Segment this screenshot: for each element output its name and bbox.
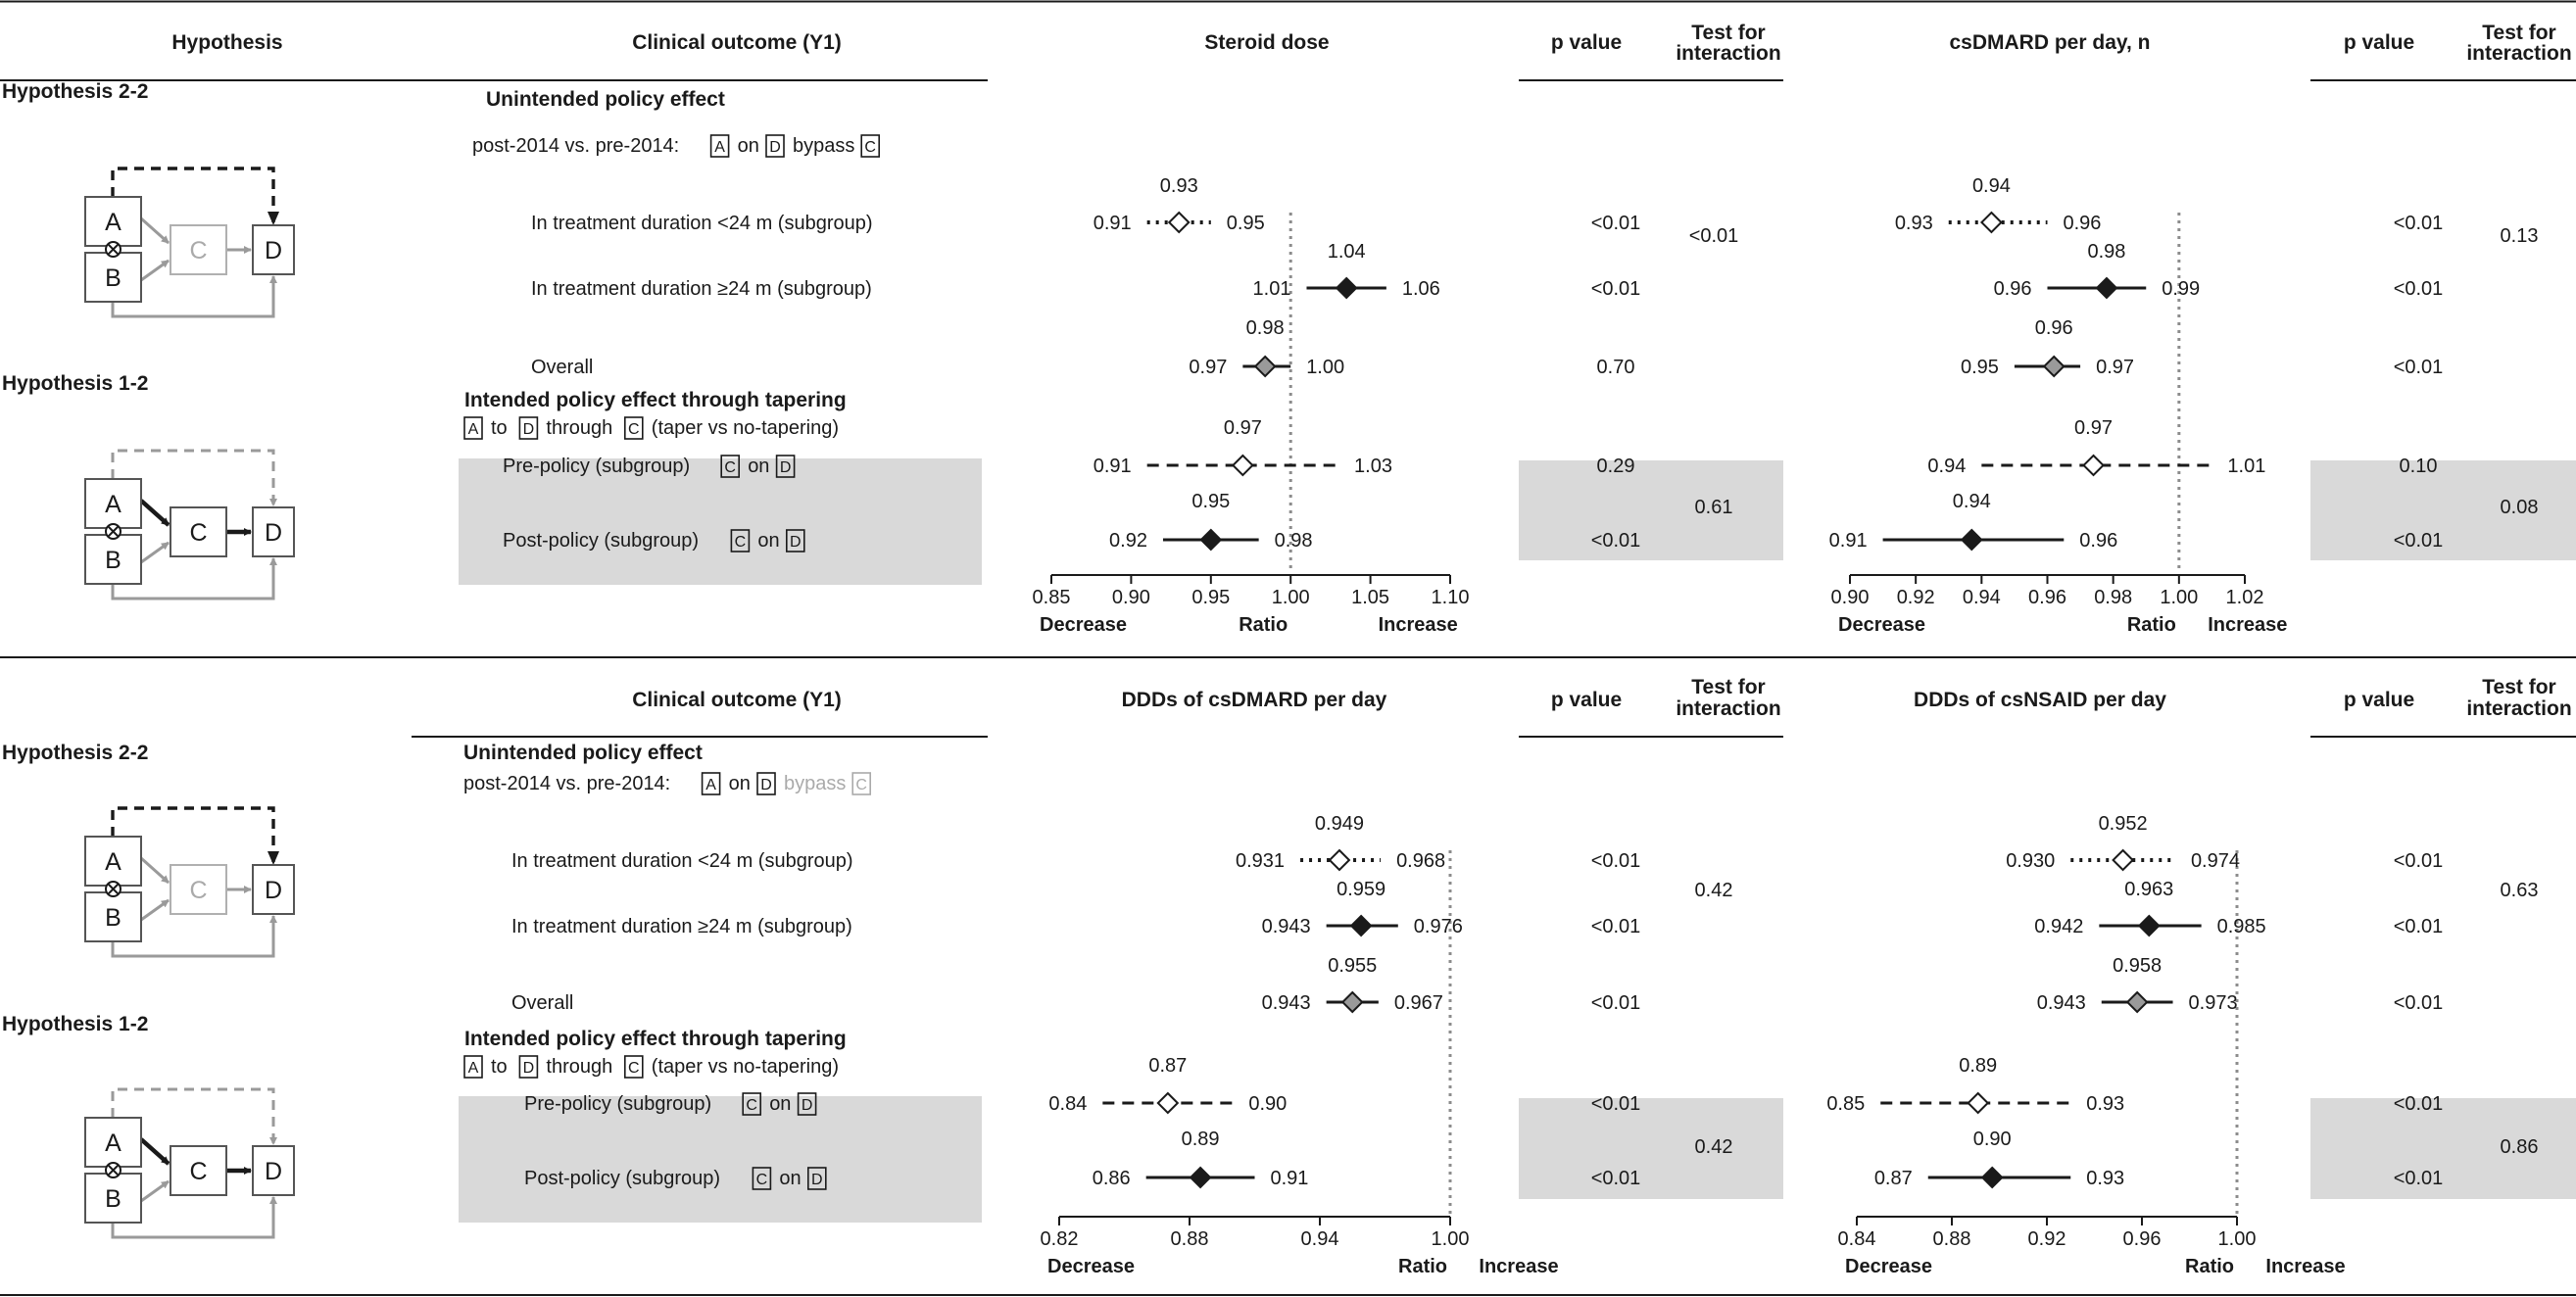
x-tick-label-0: 0.90 (1830, 587, 1870, 608)
row-label-pre-0-word-2: on (748, 456, 770, 477)
x-tick-label-1: 0.88 (1170, 1228, 1209, 1250)
ci-low-label-post: 0.92 (1109, 530, 1147, 552)
header-chart-title-1: Steroid dose (1204, 31, 1330, 54)
x-tick-label-1: 0.92 (1896, 587, 1935, 608)
diagram-arrow-b-c (141, 543, 169, 562)
p-value-1-ge24: <0.01 (2393, 278, 2444, 300)
diagram-node-label-D: D (264, 1158, 283, 1185)
estimate-label-lt24: 0.952 (2098, 813, 2148, 835)
intended-desc-0-box-2 (519, 417, 537, 439)
ci-low-label-ge24: 0.943 (1261, 916, 1311, 937)
ci-high-label-post: 0.93 (2086, 1168, 2125, 1189)
ci-low-label-pre: 0.84 (1048, 1093, 1088, 1115)
ci-low-label-pre: 0.91 (1093, 456, 1132, 477)
p-value-0-post: <0.01 (1590, 530, 1641, 552)
ci-high-label-ge24: 1.06 (1401, 278, 1440, 300)
point-estimate-ge24 (2097, 278, 2116, 298)
x-tick-label-4: 1.00 (2217, 1228, 2257, 1250)
estimate-label-pre: 0.89 (1959, 1055, 1998, 1077)
axis-word-decrease: Decrease (1845, 1256, 1932, 1277)
point-estimate-overall (2044, 357, 2064, 376)
estimate-label-overall: 0.958 (2113, 955, 2163, 977)
ci-high-label-lt24: 0.95 (1226, 213, 1265, 234)
intended-desc-0-word-5: (taper vs no-tapering) (651, 417, 840, 439)
header-interaction-3a: Test for (1691, 676, 1766, 698)
row-label-pre-0-box-3-letter: D (779, 459, 792, 476)
estimate-label-overall: 0.955 (1328, 955, 1378, 977)
intended-desc-1-box-0 (464, 1056, 482, 1078)
unintended-effect-title: Unintended policy effect (463, 742, 703, 764)
unintended-desc-1-box-3-letter: D (760, 777, 772, 793)
diagram-node-label-B: B (105, 547, 122, 574)
ci-high-label-pre: 0.93 (2086, 1093, 2125, 1115)
ci-high-label-pre: 0.90 (1248, 1093, 1288, 1115)
interaction-top-3: 0.63 (2500, 880, 2539, 901)
x-tick-label-4: 1.05 (1351, 587, 1390, 608)
axis-word-decrease: Decrease (1047, 1256, 1135, 1277)
diagram-arrow-b-c (141, 261, 169, 280)
diagram-node-label-A: A (105, 209, 122, 236)
point-estimate-ge24 (1337, 278, 1356, 298)
row-label-post-0-box-1-letter: C (734, 534, 747, 551)
header-p-value-4: p value (2343, 689, 2415, 711)
point-estimate-post (1962, 530, 1981, 550)
intended-desc-1-box-0-letter: A (467, 1060, 479, 1077)
x-tick-label-2: 0.95 (1191, 587, 1231, 608)
ci-low-label-overall: 0.943 (1261, 992, 1311, 1014)
header-p-value-2: p value (2343, 31, 2415, 54)
point-estimate-lt24 (1330, 850, 1349, 870)
ci-low-label-ge24: 0.942 (2034, 916, 2084, 937)
diagram-node-label-C: C (189, 519, 208, 547)
forest-plot-0 (1033, 175, 1470, 636)
x-tick-label-0: 0.85 (1032, 587, 1071, 608)
row-label-post-0-box-3-letter: D (790, 534, 802, 551)
estimate-label-pre: 0.97 (2074, 417, 2113, 439)
ci-low-label-lt24: 0.930 (2006, 850, 2056, 872)
diagram-node-label-D: D (264, 519, 283, 547)
x-tick-label-2: 0.92 (2027, 1228, 2066, 1250)
axis-word-ratio: Ratio (1239, 614, 1288, 636)
header-interaction-4b: interaction (2466, 697, 2572, 720)
intended-desc-1-box-2 (519, 1056, 537, 1078)
row-label-post-1-word-2: on (779, 1168, 802, 1189)
header-p-value-1: p value (1550, 31, 1623, 54)
estimate-label-overall: 0.96 (2034, 317, 2073, 339)
point-estimate-pre (1158, 1093, 1178, 1113)
intended-desc-0-word-1: to (491, 417, 508, 439)
diagram-node-label-B: B (105, 1185, 122, 1213)
ci-high-label-pre: 1.03 (1354, 456, 1392, 477)
estimate-label-lt24: 0.93 (1159, 175, 1198, 197)
intended-desc-1-box-4-letter: C (628, 1060, 640, 1077)
p-value-0-overall: 0.70 (1596, 357, 1635, 378)
ci-high-label-lt24: 0.968 (1396, 850, 1446, 872)
unintended-desc-1-box-3 (757, 773, 775, 794)
estimate-label-post: 0.90 (1972, 1129, 2012, 1150)
unintended-desc-0-box-3 (766, 135, 784, 157)
unintended-desc-0-word-4: bypass (793, 135, 855, 157)
diagram-node-label-C: C (189, 237, 208, 264)
ci-high-label-ge24: 0.99 (2162, 278, 2201, 300)
x-tick-label-6: 1.02 (2225, 587, 2264, 608)
header-interaction-1a: Test for (1691, 22, 1766, 44)
shade-left-0 (459, 458, 982, 585)
row-label-post-0-word-2: on (757, 530, 780, 552)
ci-high-label-overall: 0.973 (2188, 992, 2238, 1014)
interaction-top-1: 0.13 (2500, 225, 2539, 247)
intended-desc-1-word-5: (taper vs no-tapering) (651, 1056, 840, 1078)
header-p-value-3: p value (1550, 689, 1623, 711)
row-label-pre-0-box-1-letter: C (724, 459, 736, 476)
x-tick-label-0: 0.82 (1040, 1228, 1079, 1250)
unintended-desc-1-word-2: on (728, 773, 751, 794)
diagram-arrow-a-c (141, 501, 169, 525)
intended-desc-0-box-4 (625, 417, 643, 439)
point-estimate-post (1191, 1168, 1210, 1187)
intended-desc-0-box-0 (464, 417, 482, 439)
row-label-overall: Overall (531, 357, 594, 378)
axis-word-ratio: Ratio (2126, 614, 2176, 636)
row-label-pre-0-word-0: Pre-policy (subgroup) (503, 456, 691, 477)
unintended-desc-1-box-1-letter: A (705, 777, 716, 793)
row-label-lt24: In treatment duration <24 m (subgroup) (531, 213, 873, 234)
point-estimate-post (1201, 530, 1221, 550)
axis-word-decrease: Decrease (1838, 614, 1925, 636)
header-outcome-2: Clinical outcome (Y1) (632, 689, 842, 711)
unintended-desc-0-box-5 (861, 135, 879, 157)
point-estimate-pre (2084, 456, 2104, 475)
axis-word-increase: Increase (1479, 1256, 1559, 1277)
x-tick-label-3: 0.96 (2122, 1228, 2162, 1250)
estimate-label-post: 0.94 (1952, 491, 1991, 512)
axis-word-decrease: Decrease (1040, 614, 1127, 636)
axis-word-increase: Increase (2265, 1256, 2346, 1277)
ci-high-label-pre: 1.01 (2227, 456, 2266, 477)
ci-high-label-ge24: 0.976 (1413, 916, 1463, 937)
header-interaction-4a: Test for (2482, 676, 2556, 698)
header-chart-title-2: csDMARD per day, n (1949, 31, 2151, 54)
row-label-pre-1-word-0: Pre-policy (subgroup) (524, 1093, 712, 1115)
p-value-1-lt24: <0.01 (2393, 213, 2444, 234)
p-value-1-pre: 0.10 (2399, 456, 2438, 477)
axis-word-ratio: Ratio (1398, 1256, 1447, 1277)
hypothesis-2-2-label: Hypothesis 2-2 (2, 80, 149, 103)
ci-high-label-lt24: 0.96 (2063, 213, 2102, 234)
unintended-desc-0-box-1 (711, 135, 729, 157)
p-value-0-lt24: <0.01 (1590, 213, 1641, 234)
point-estimate-pre (1968, 1093, 1988, 1113)
header-chart-title-4: DDDs of csNSAID per day (1914, 689, 2166, 711)
diagram-node-label-B: B (105, 904, 122, 932)
forest-plot-2 (1041, 813, 1559, 1277)
ci-low-label-pre: 0.94 (1927, 456, 1967, 477)
intended-desc-1-box-2-letter: D (522, 1060, 535, 1077)
p-value-1-overall: <0.01 (2393, 357, 2444, 378)
ci-high-label-ge24: 0.985 (2216, 916, 2266, 937)
estimate-label-ge24: 0.963 (2124, 879, 2174, 900)
estimate-label-ge24: 0.959 (1337, 879, 1386, 900)
diagram-arrow-a-c (141, 218, 169, 243)
hypothesis-1-2-label: Hypothesis 1-2 (2, 1013, 149, 1035)
estimate-label-ge24: 0.98 (2087, 241, 2126, 263)
row-label-pre-1-box-3-letter: D (801, 1097, 813, 1114)
unintended-desc-1-box-1 (703, 773, 720, 794)
row-label-post-1-box-1-letter: C (755, 1172, 768, 1188)
row-label-overall: Overall (511, 992, 574, 1014)
p-value-2-ge24: <0.01 (1590, 916, 1641, 937)
p-value-0-ge24: <0.01 (1590, 278, 1641, 300)
p-value-3-lt24: <0.01 (2393, 850, 2444, 872)
p-value-3-pre: <0.01 (2393, 1093, 2444, 1115)
estimate-label-pre: 0.87 (1148, 1055, 1188, 1077)
point-estimate-ge24 (1351, 916, 1371, 936)
interaction-top-0: <0.01 (1688, 225, 1739, 247)
point-estimate-lt24 (2114, 850, 2133, 870)
interaction-bottom-2: 0.42 (1694, 1136, 1733, 1158)
unintended-desc-1-box-5 (852, 773, 870, 794)
point-estimate-lt24 (1169, 213, 1189, 232)
diagram-node-label-B: B (105, 264, 122, 292)
x-tick-label-4: 0.98 (2094, 587, 2133, 608)
diagram-node-label-D: D (264, 237, 283, 264)
ci-low-label-post: 0.87 (1873, 1168, 1913, 1189)
unintended-desc-1-word-4: bypass (784, 773, 847, 794)
axis-word-increase: Increase (2208, 614, 2288, 636)
estimate-label-lt24: 0.949 (1314, 813, 1364, 835)
ci-high-label-overall: 0.967 (1393, 992, 1443, 1014)
diagram-arrow-a-c (141, 858, 169, 883)
unintended-effect-title: Unintended policy effect (486, 88, 725, 111)
header-chart-title-3: DDDs of csDMARD per day (1121, 689, 1387, 711)
diagram-node-label-A: A (105, 491, 122, 518)
row-label-pre-1-word-2: on (769, 1093, 792, 1115)
diagram-arrow-b-c (141, 900, 169, 920)
interaction-bottom-1: 0.08 (2500, 497, 2539, 518)
interaction-top-2: 0.42 (1694, 880, 1733, 901)
p-value-2-post: <0.01 (1590, 1168, 1641, 1189)
x-tick-label-5: 1.00 (2160, 587, 2199, 608)
intended-desc-1-word-3: through (546, 1056, 613, 1078)
ci-low-label-lt24: 0.91 (1093, 213, 1132, 234)
forest-plot-3 (1826, 813, 2345, 1277)
causal-diagram-1 (85, 451, 294, 599)
shade-pvals-a-1 (1519, 1098, 1783, 1199)
point-estimate-ge24 (2139, 916, 2159, 936)
diagram-node-label-C: C (189, 1158, 208, 1185)
interaction-bottom-0: 0.61 (1694, 497, 1733, 518)
causal-diagram-0 (85, 168, 294, 316)
intended-desc-1-box-4 (625, 1056, 643, 1078)
diagram-arrow-a-c (141, 1139, 169, 1164)
shade-left-1 (459, 1096, 982, 1223)
causal-diagram-3 (85, 1089, 294, 1237)
ci-high-label-post: 0.96 (2079, 530, 2118, 552)
diagram-arrow-b-c (141, 1181, 169, 1201)
row-label-post-0-word-0: Post-policy (subgroup) (503, 530, 700, 552)
unintended-desc-0-word-0: post-2014 vs. pre-2014: (472, 135, 680, 157)
row-label-ge24: In treatment duration ≥24 m (subgroup) (511, 916, 852, 937)
header-interaction-3b: interaction (1676, 697, 1781, 720)
p-value-1-post: <0.01 (2393, 530, 2444, 552)
ci-low-label-post: 0.86 (1092, 1168, 1131, 1189)
p-value-0-pre: 0.29 (1596, 456, 1635, 477)
unintended-desc-1-word-0: post-2014 vs. pre-2014: (463, 773, 671, 794)
diagram-node-label-C: C (189, 877, 208, 904)
intended-effect-title: Intended policy effect through tapering (464, 1028, 847, 1050)
shade-pvals-a-0 (1519, 460, 1783, 560)
diagram-node-label-A: A (105, 848, 122, 876)
p-value-2-lt24: <0.01 (1590, 850, 1641, 872)
ci-low-label-lt24: 0.93 (1894, 213, 1933, 234)
x-tick-label-3: 1.00 (1271, 587, 1310, 608)
estimate-label-ge24: 1.04 (1327, 241, 1366, 263)
row-label-ge24: In treatment duration ≥24 m (subgroup) (531, 278, 872, 300)
x-tick-label-3: 1.00 (1431, 1228, 1470, 1250)
point-estimate-pre (1233, 456, 1252, 475)
axis-word-increase: Increase (1378, 614, 1458, 636)
x-tick-label-3: 0.96 (2028, 587, 2066, 608)
intended-desc-1-word-1: to (491, 1056, 508, 1078)
hypothesis-2-2-label: Hypothesis 2-2 (2, 742, 149, 764)
p-value-2-pre: <0.01 (1590, 1093, 1641, 1115)
ci-high-label-post: 0.91 (1270, 1168, 1309, 1189)
point-estimate-overall (1255, 357, 1275, 376)
axis-word-ratio: Ratio (2185, 1256, 2234, 1277)
ci-low-label-lt24: 0.931 (1235, 850, 1286, 872)
ci-low-label-ge24: 1.01 (1252, 278, 1291, 300)
point-estimate-post (1982, 1168, 2002, 1187)
header-interaction-2b: interaction (2466, 42, 2572, 65)
row-label-post-1-word-0: Post-policy (subgroup) (524, 1168, 721, 1189)
intended-desc-0-box-4-letter: C (628, 421, 640, 438)
ci-low-label-ge24: 0.96 (1993, 278, 2032, 300)
intended-desc-0-box-0-letter: A (467, 421, 479, 438)
ci-low-label-pre: 0.85 (1826, 1093, 1866, 1115)
row-label-lt24: In treatment duration <24 m (subgroup) (511, 850, 853, 872)
x-tick-label-5: 1.10 (1431, 587, 1470, 608)
x-tick-label-1: 0.88 (1932, 1228, 1971, 1250)
estimate-label-pre: 0.97 (1223, 417, 1262, 439)
diagram-node-label-D: D (264, 877, 283, 904)
row-label-post-1-box-3-letter: D (811, 1172, 823, 1188)
p-value-3-ge24: <0.01 (2393, 916, 2444, 937)
row-label-pre-1-box-1-letter: C (746, 1097, 757, 1114)
ci-low-label-post: 0.91 (1828, 530, 1868, 552)
point-estimate-overall (1342, 992, 1362, 1012)
x-tick-label-0: 0.84 (1837, 1228, 1876, 1250)
p-value-3-post: <0.01 (2393, 1168, 2444, 1189)
x-tick-label-1: 0.90 (1111, 587, 1150, 608)
header-interaction-1b: interaction (1676, 42, 1781, 65)
unintended-desc-0-word-2: on (737, 135, 759, 157)
forest-plot-1 (1829, 175, 2288, 636)
ci-low-label-overall: 0.97 (1189, 357, 1228, 378)
x-tick-label-2: 0.94 (1300, 1228, 1339, 1250)
intended-desc-0-word-3: through (546, 417, 613, 439)
header-hypothesis: Hypothesis (171, 31, 283, 54)
interaction-bottom-3: 0.86 (2500, 1136, 2539, 1158)
hypothesis-1-2-label: Hypothesis 1-2 (2, 372, 149, 395)
ci-low-label-overall: 0.95 (1960, 357, 1999, 378)
point-estimate-lt24 (1981, 213, 2001, 232)
point-estimate-overall (2127, 992, 2147, 1012)
header-outcome: Clinical outcome (Y1) (632, 31, 842, 54)
estimate-label-post: 0.95 (1191, 491, 1231, 512)
ci-high-label-overall: 0.97 (2096, 357, 2135, 378)
unintended-desc-1-box-5-letter: C (855, 777, 867, 793)
unintended-desc-0-box-5-letter: C (864, 139, 876, 156)
estimate-label-lt24: 0.94 (1971, 175, 2011, 197)
intended-desc-0-box-2-letter: D (522, 421, 535, 438)
ci-high-label-post: 0.98 (1274, 530, 1313, 552)
header-interaction-2a: Test for (2482, 22, 2556, 44)
intended-effect-title: Intended policy effect through tapering (464, 389, 847, 411)
unintended-desc-0-box-3-letter: D (769, 139, 781, 156)
causal-diagram-2 (85, 808, 294, 956)
estimate-label-post: 0.89 (1181, 1129, 1220, 1150)
unintended-desc-0-box-1-letter: A (714, 139, 725, 156)
ci-high-label-overall: 1.00 (1306, 357, 1345, 378)
ci-low-label-overall: 0.943 (2036, 992, 2086, 1014)
diagram-node-label-A: A (105, 1129, 122, 1157)
estimate-label-overall: 0.98 (1245, 317, 1285, 339)
p-value-2-overall: <0.01 (1590, 992, 1641, 1014)
header-underlines (0, 80, 2576, 737)
p-value-3-overall: <0.01 (2393, 992, 2444, 1014)
x-tick-label-2: 0.94 (1962, 587, 2001, 608)
ci-high-label-lt24: 0.974 (2190, 850, 2241, 872)
